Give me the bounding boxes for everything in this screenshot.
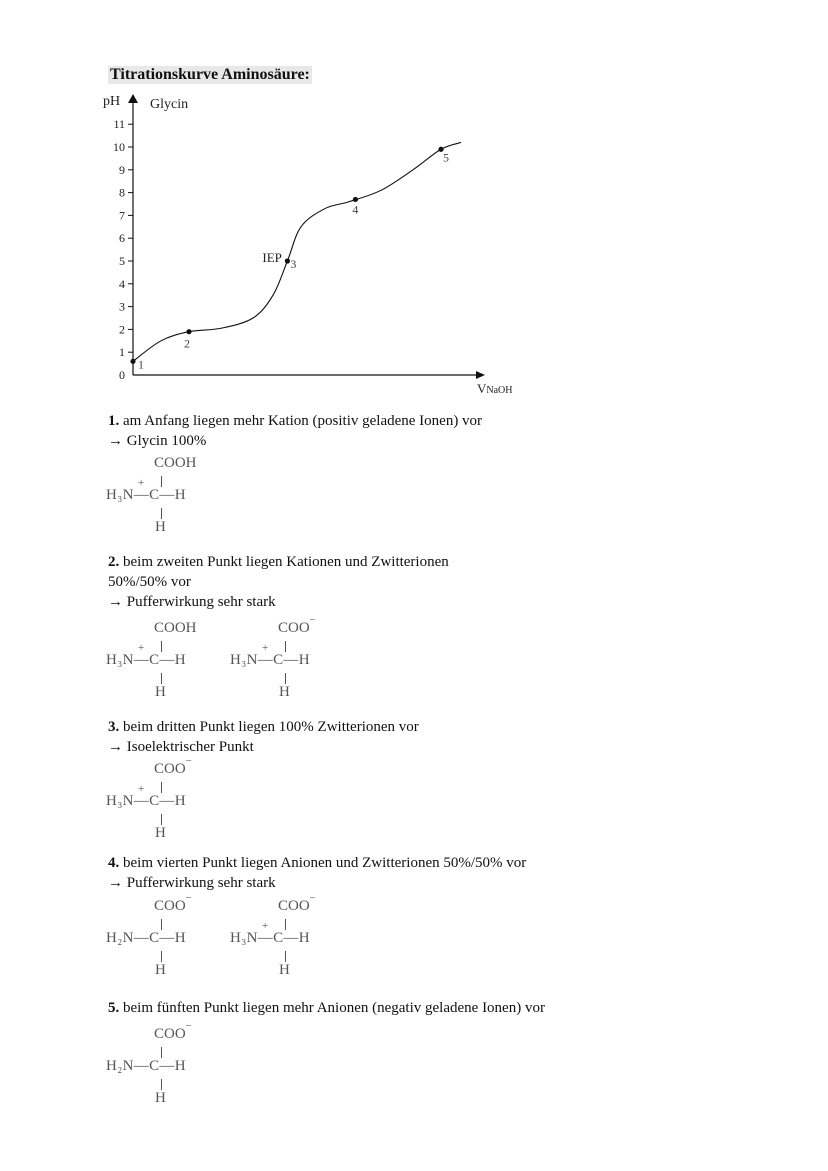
- formula-middle-row: H₃N—C—H: [106, 487, 186, 503]
- formula-middle-row: H₃N—C—H: [230, 652, 310, 668]
- formula-bond: [161, 782, 162, 793]
- section-number: 4.: [108, 855, 120, 871]
- formula-middle-row: H₃N—C—H: [230, 930, 310, 946]
- y-tick-label: 9: [119, 162, 125, 177]
- formula-top-group: COO: [278, 898, 310, 914]
- section-text: beim zweiten Punkt liegen Kationen und Zwitterionen: [123, 554, 449, 570]
- formula-bottom-atom: H: [155, 1090, 166, 1106]
- negative-charge: −: [185, 892, 192, 904]
- section-text: am Anfang liegen mehr Kation (positiv geladene Ionen) vor: [123, 413, 483, 429]
- y-tick-label: 1: [119, 345, 125, 360]
- y-tick-label: 6: [119, 231, 125, 246]
- formula-bottom-atom: H: [155, 825, 166, 841]
- formula-middle-row: H₂N—C—H: [106, 1058, 186, 1074]
- y-tick-label: 11: [113, 117, 125, 132]
- negative-charge: −: [185, 1020, 192, 1032]
- formula-bottom-atom: H: [279, 962, 290, 978]
- formula-bond: [161, 1047, 162, 1058]
- formula-bond: [285, 673, 286, 684]
- section-2: [108, 552, 449, 612]
- data-point-label: 4: [352, 202, 359, 217]
- section-number: 3.: [108, 719, 120, 735]
- iep-annotation: IEP: [262, 250, 282, 265]
- formula-top-group: COO: [154, 898, 186, 914]
- data-point-1: [130, 359, 135, 364]
- y-axis-arrow: [128, 94, 138, 103]
- formula-top-group: COO: [154, 761, 186, 777]
- formula-bottom-atom: H: [155, 519, 166, 535]
- positive-charge: +: [138, 642, 145, 654]
- negative-charge: −: [185, 755, 192, 767]
- formula-middle-row: H₃N—C—H: [106, 652, 186, 668]
- formula-bond: [285, 641, 286, 652]
- formula-bond: [161, 919, 162, 930]
- positive-charge: +: [262, 642, 269, 654]
- positive-charge: +: [138, 477, 145, 489]
- y-tick-label: 7: [119, 208, 125, 223]
- y-tick-label: 8: [119, 185, 125, 200]
- formula-bottom-atom: H: [155, 962, 166, 978]
- section-text: beim dritten Punkt liegen 100% Zwitterionen vor: [123, 719, 419, 735]
- formula-bond: [161, 673, 162, 684]
- negative-charge: −: [309, 892, 316, 904]
- section-number: 2.: [108, 554, 120, 570]
- y-tick-label: 5: [119, 254, 125, 268]
- titration-chart: [90, 88, 530, 408]
- section-number: 1.: [108, 413, 120, 429]
- formula-bond: [161, 641, 162, 652]
- positive-charge: +: [262, 920, 269, 932]
- data-point-label: 5: [443, 150, 449, 165]
- y-tick-label: 3: [119, 299, 125, 314]
- data-point-3: [285, 258, 290, 263]
- positive-charge: +: [138, 783, 145, 795]
- section-text: → Isoelektrischer Punkt: [108, 739, 254, 755]
- section-1: [108, 411, 482, 451]
- section-text: beim fünften Punkt liegen mehr Anionen (negativ geladene Ionen) vor: [123, 1000, 545, 1016]
- y-tick-label: 10: [113, 140, 125, 154]
- data-point-label: 2: [184, 336, 190, 351]
- y-tick-label: 0: [119, 368, 125, 382]
- formula-bond: [161, 476, 162, 487]
- formula-bond: [161, 951, 162, 962]
- section-5: [108, 998, 545, 1018]
- formula-bottom-atom: H: [279, 684, 290, 700]
- formula-bond: [161, 814, 162, 825]
- formula-bond: [285, 951, 286, 962]
- section-text: 50%/50% vor: [108, 574, 191, 590]
- section-text: → Pufferwirkung sehr stark: [108, 875, 276, 891]
- data-point-label: 1: [138, 357, 144, 372]
- data-point-4: [353, 197, 358, 202]
- x-axis-label: VNaOH: [477, 381, 513, 396]
- data-point-2: [186, 329, 191, 334]
- page-heading: Titrationskurve Aminosäure:: [110, 66, 310, 83]
- formula-top-group: COO: [154, 1026, 186, 1042]
- formula-top-group: COOH: [154, 455, 197, 471]
- data-point-label: 3: [290, 257, 297, 271]
- section-4: [108, 853, 526, 893]
- formula-middle-row: H₂N—C—H: [106, 930, 186, 946]
- section-3: [108, 717, 419, 757]
- titration-curve: [133, 142, 461, 361]
- section-text: → Glycin 100%: [108, 433, 207, 449]
- formula-bond: [285, 919, 286, 930]
- negative-charge: −: [309, 614, 316, 626]
- section-number: 5.: [108, 1000, 120, 1016]
- formula-top-group: COO: [278, 620, 310, 636]
- y-tick-label: 2: [119, 322, 125, 337]
- section-text: → Pufferwirkung sehr stark: [108, 594, 276, 610]
- formula-bond: [161, 1079, 162, 1090]
- x-axis-arrow: [476, 371, 485, 379]
- formula-bond: [161, 508, 162, 519]
- y-axis-label: pH: [103, 94, 121, 109]
- formula-middle-row: H₃N—C—H: [106, 793, 186, 809]
- formula-top-group: COOH: [154, 620, 197, 636]
- y-tick-label: 4: [119, 276, 125, 291]
- section-text: beim vierten Punkt liegen Anionen und Zwitterionen 50%/50% vor: [123, 855, 527, 871]
- formula-bottom-atom: H: [155, 684, 166, 700]
- chart-title: Glycin: [150, 97, 189, 112]
